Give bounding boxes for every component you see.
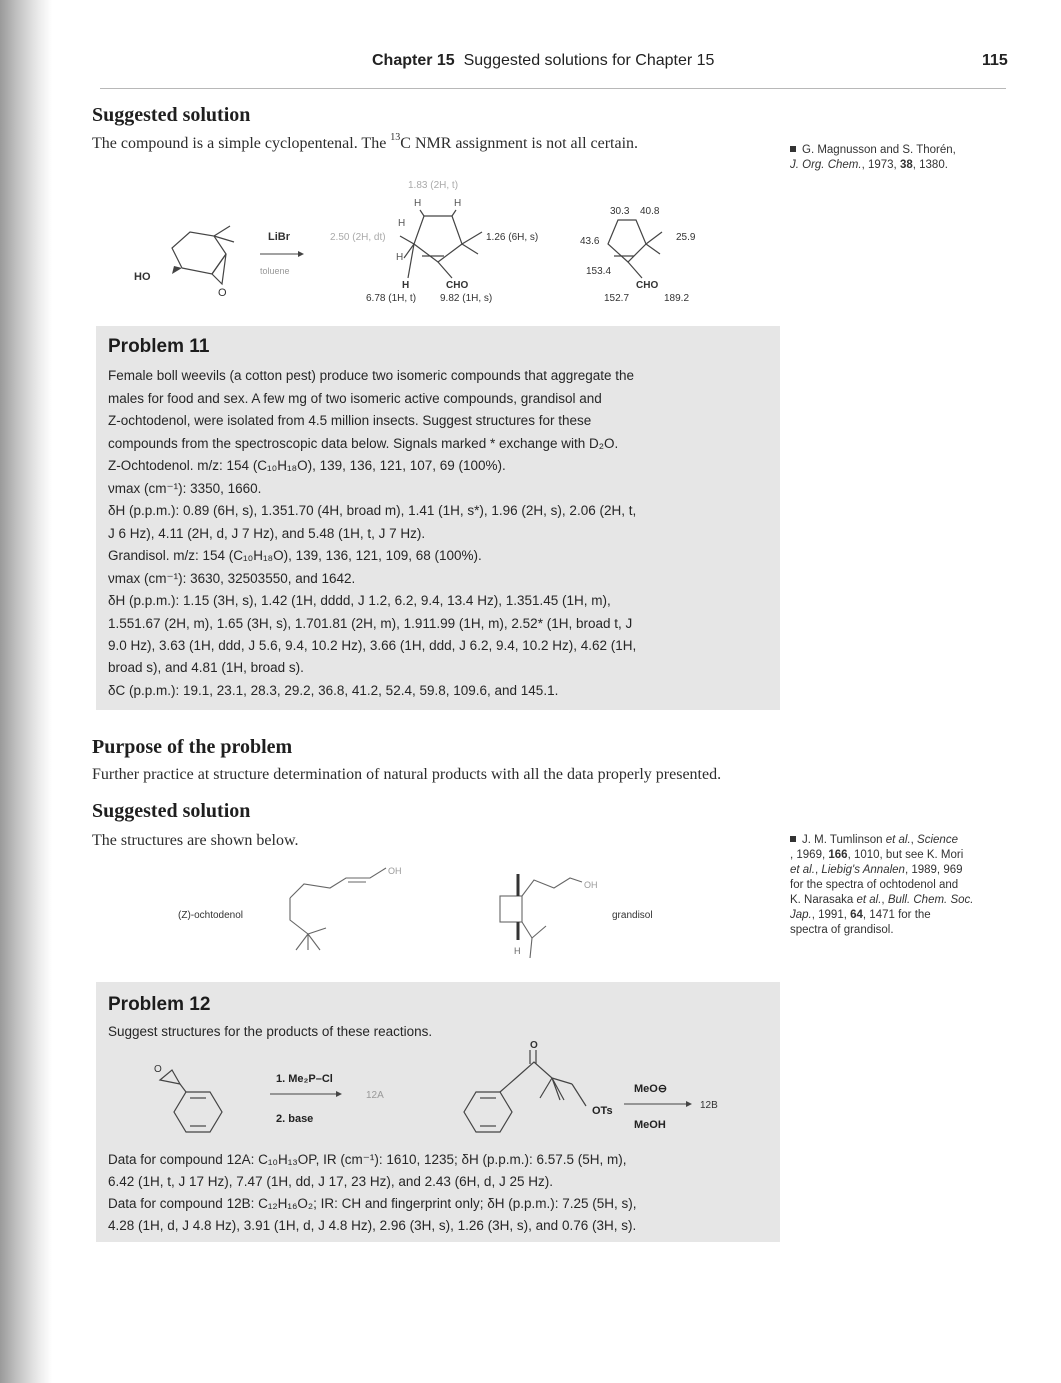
page-gutter-shadow (0, 0, 52, 1383)
problem-11-line: broad s), and 4.81 (1H, broad s). (108, 660, 304, 675)
problem-11-line: Female boll weevils (a cotton pest) produce two isomeric compounds that aggregate the (108, 368, 635, 383)
problem-11-line: νmax (cm⁻¹): 3630, 32503550, and 1642. (108, 571, 356, 586)
note2-jap: Jap. (790, 909, 812, 921)
note2-sep: , (910, 834, 918, 846)
problem-11-line: δH (p.p.m.): 0.89 (6H, s), 1.351.70 (4H, broad m), 1.41 (1H, s*), 1.96 (2H, s), 2.06 (2H, t, (108, 503, 637, 518)
section-heading-suggested-solution: Suggested solution (92, 104, 251, 126)
h-label-b: H (454, 198, 462, 209)
note2-line3b: , 1989, 969 (904, 864, 963, 876)
note2-vol1: 166 (828, 849, 848, 861)
cho-label-2: CHO (636, 280, 659, 291)
chapter-title: Suggested solutions for Chapter 15 (463, 52, 715, 69)
note2-etal3: et al. (856, 894, 882, 906)
scheme-problem-12 (140, 1040, 740, 1144)
problem-11-line: νmax (cm⁻¹): 3350, 1660. (108, 481, 262, 496)
note2-sep3: , (881, 894, 888, 906)
margin-note-reference-2 (790, 833, 1012, 938)
grandisol-structure (500, 878, 582, 958)
note2-line6a: , 1991, (811, 909, 851, 921)
vinyl-h-label: H (402, 280, 410, 291)
epoxide-structure (172, 226, 234, 284)
solution-text-b: C NMR assignment is not all certain. (400, 135, 639, 152)
cyclopentenal-structure (400, 210, 482, 278)
header-rule (100, 88, 1006, 89)
ochtodenol-label: (Z)-ochtodenol (178, 910, 244, 921)
problem-11-line: 9.0 Hz), 3.63 (1H, ddd, J 5.6, 9.4, 10.2 Hz), 3.66 (1H, ddd, J 6.2, 9.4, 10.2 Hz), 4.62 (1H, (108, 638, 637, 653)
epoxide-o-label-12: O (154, 1064, 162, 1075)
tosylate-structure (464, 1050, 586, 1132)
h-label-c: H (398, 218, 406, 229)
methoxide-label: MeO⊖ (634, 1083, 668, 1095)
problem-11-line: 1.551.67 (2H, m), 1.65 (3H, s), 1.701.81 (2H, m), 1.911.99 (1H, m), 2.52* (1H, broad t, J (108, 616, 633, 631)
h-label-a: H (414, 198, 422, 209)
styrene-oxide-structure (160, 1070, 222, 1132)
note2-science: Science (917, 834, 958, 846)
ochtodenol-structure (290, 868, 386, 950)
solution-2-text: The structures are shown below. (92, 832, 299, 849)
ots-label: OTs (592, 1105, 613, 1117)
arrow-head-12b (686, 1101, 692, 1107)
scheme-ochtodenol-grandisol (170, 858, 670, 968)
section-heading-purpose: Purpose of the problem (92, 736, 293, 758)
problem-12-data-line: Data for compound 12B: C₁₂H₁₆O₂; IR: CH and fingerprint only; δH (p.p.m.): 7.25 (5H, s), (108, 1196, 637, 1211)
problem-11-line: Z-ochtodenol, were isolated from 4.5 million insects. Suggest structures for these (108, 413, 592, 428)
carbon-189-2: 189.2 (664, 293, 690, 304)
section-heading-suggested-solution-2: Suggested solution (92, 800, 251, 822)
problem-11-line: compounds from the spectroscopic data below. Signals marked * exchange with D₂O. (108, 436, 619, 451)
step-1-label: 1. Me₂P–Cl (276, 1073, 333, 1085)
shift-label-9-82: 9.82 (1H, s) (440, 293, 493, 304)
margin-note-reference-1 (790, 143, 1012, 173)
scheme-epoxide-rearrangement (130, 170, 730, 310)
problem-12-data-line: 4.28 (1H, d, J 4.8 Hz), 3.91 (1H, d, J 4.8 Hz), 2.96 (3H, s), 1.26 (3H, s), and 0.76 (3H, s). (108, 1218, 637, 1233)
ho-label: HO (134, 271, 151, 283)
problem-11-line: J 6 Hz), 4.11 (2H, d, J 7 Hz), and 5.48 (1H, t, J 7 Hz). (108, 526, 426, 541)
note2-line6b: , 1471 for the (862, 909, 931, 921)
carbon-40-8: 40.8 (640, 206, 660, 217)
problem-11-line: males for food and sex. A few mg of two isomeric active compounds, grandisol and (108, 391, 602, 406)
solution-text-a: The compound is a simple cyclopentenal. The (92, 135, 391, 152)
note2-etal: et al. (885, 834, 911, 846)
note2-etal2: et al. (790, 864, 815, 876)
solvent-label: toluene (260, 266, 290, 276)
carbonyl-o-label: O (530, 1040, 538, 1051)
step-2-label: 2. base (276, 1113, 314, 1125)
running-header (0, 48, 1061, 78)
cho-label-1: CHO (446, 280, 469, 291)
carbon-25-9: 25.9 (676, 232, 696, 243)
note1-journal: J. Org. Chem. (790, 159, 862, 171)
shift-label-6-78: 6.78 (1H, t) (366, 293, 417, 304)
problem-12-intro: Suggest structures for the products of these reactions. (108, 1024, 433, 1039)
isotope-superscript: 13 (390, 132, 401, 143)
problem-12-data-line: Data for compound 12A: C₁₀H₁₃OP, IR (cm⁻¹): 1610, 1235; δH (p.p.m.): 6.57.5 (5H, m), (108, 1152, 627, 1167)
problem-12-title: Problem 12 (108, 994, 211, 1015)
note2-liebig: Liebig's Annalen (821, 864, 905, 876)
bullet-icon (790, 836, 796, 842)
oh-label-ochtodenol: OH (388, 866, 402, 876)
note1-year: , 1973, (861, 159, 900, 171)
arrow-head (298, 251, 304, 257)
note2-vol2: 64 (850, 909, 863, 921)
purpose-text: Further practice at structure determination of natural products with all the data properly presented. (92, 766, 722, 783)
shift-label-1-26: 1.26 (6H, s) (486, 232, 539, 243)
carbon-43-6: 43.6 (580, 236, 600, 247)
note2-line5a: K. Narasaka (790, 894, 857, 906)
page-number: 115 (982, 52, 1008, 69)
problem-11-line: Z-Ochtodenol. m/z: 154 (C₁₀H₁₈O), 139, 136, 121, 107, 69 (100%). (108, 458, 506, 473)
note2-year: , 1969, (790, 849, 829, 861)
note2-sep2: , (814, 864, 822, 876)
product-12a-label: 12A (366, 1090, 384, 1101)
shift-label-2-50: 2.50 (2H, dt) (330, 232, 386, 243)
carbon-30-3: 30.3 (610, 206, 630, 217)
note1-page: , 1380. (912, 159, 948, 171)
carbon-shift-structure (608, 220, 662, 278)
note1-authors: G. Magnusson and S. Thorén, (802, 144, 956, 156)
h-label-d: H (396, 252, 404, 263)
wedge-bond (172, 266, 182, 274)
note2-line7: spectra of grandisol. (790, 924, 894, 936)
product-12b-label: 12B (700, 1100, 718, 1111)
problem-11-title: Problem 11 (108, 336, 210, 357)
methanol-label: MeOH (634, 1119, 666, 1131)
note2-line2b: , 1010, but see K. Mori (847, 849, 964, 861)
grandisol-h-label: H (514, 946, 521, 956)
problem-11-line: Grandisol. m/z: 154 (C₁₀H₁₈O), 139, 136, 121, 109, 68 (100%). (108, 548, 482, 563)
oh-label-grandisol: OH (584, 880, 598, 890)
note2-line1: J. M. Tumlinson (802, 834, 886, 846)
epoxide-o-label: O (218, 287, 227, 299)
bullet-icon (790, 146, 796, 152)
note2-bull: Bull. Chem. Soc. (887, 894, 974, 906)
problem-11-line: δH (p.p.m.): 1.15 (3H, s), 1.42 (1H, dddd, J 1.2, 6.2, 9.4, 13.4 Hz), 1.351.45 (1H, m), (108, 593, 611, 608)
grandisol-label: grandisol (612, 910, 653, 921)
chapter-label: Chapter 15 (372, 52, 455, 69)
solution-text (92, 132, 639, 153)
carbon-152-7: 152.7 (604, 293, 630, 304)
reagent-label: LiBr (268, 231, 290, 243)
arrow-head-12a (336, 1091, 342, 1097)
note2-line4: for the spectra of ochtodenol and (790, 879, 959, 891)
chapter-heading (372, 52, 714, 70)
problem-11-line: δC (p.p.m.): 19.1, 23.1, 28.3, 29.2, 36.8, 41.2, 52.4, 59.8, 109.6, and 145.1. (108, 683, 559, 698)
problem-12-data-line: 6.42 (1H, t, J 17 Hz), 7.47 (1H, dd, J 17, 23 Hz), and 2.43 (6H, d, J 25 Hz). (108, 1174, 553, 1189)
shift-label-1-83: 1.83 (2H, t) (408, 180, 459, 191)
carbon-153-4: 153.4 (586, 266, 612, 277)
note1-volume: 38 (899, 159, 913, 171)
